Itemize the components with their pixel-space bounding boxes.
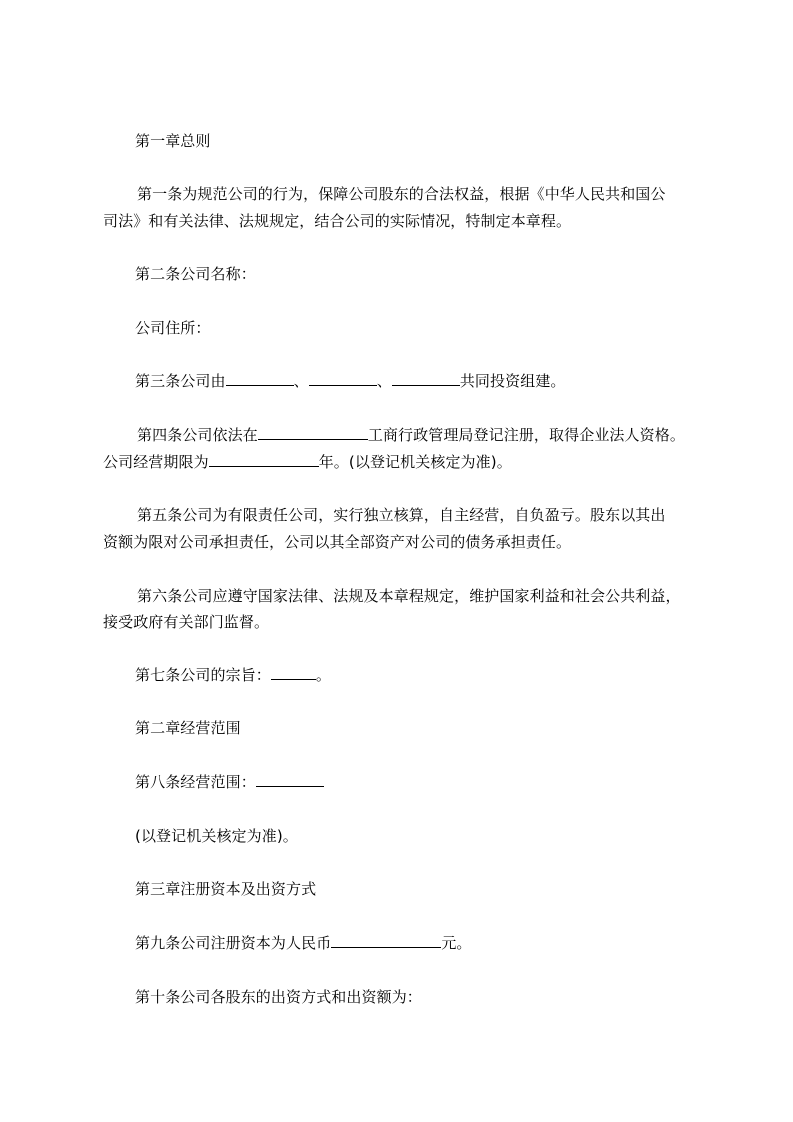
article-4-term-suffix: 年。(以登记机关核定为准)。: [318, 453, 512, 471]
article-1-text-1: 第一条为规范公司的行为，保障公司股东的合法权益，根据《中华人民共和国公: [137, 185, 666, 203]
article-5-line-2: [103, 532, 703, 552]
article-7: [103, 665, 735, 685]
article-4-line-2: [103, 452, 703, 472]
article-10-text: 第十条公司各股东的出资方式和出资额为：: [135, 988, 422, 1006]
article-2: [103, 264, 735, 284]
article-8: [103, 772, 735, 792]
chapter-1-text: 第一章总则: [135, 132, 211, 150]
chapter-2-heading: [103, 718, 735, 738]
article-3: [103, 371, 735, 391]
article-10: [103, 987, 735, 1007]
chapter-3-text: 第三章注册资本及出资方式: [135, 880, 317, 898]
article-1-text-2: 司法》和有关法律、法规规定，结合公司的实际情况，特制定本章程。: [103, 212, 572, 230]
article-6-line-2: [103, 612, 703, 632]
article-2-text: 第二条公司名称：: [135, 265, 256, 283]
blank-purpose: [271, 665, 316, 680]
article-4-line-1: [103, 425, 737, 445]
article-3-prefix: 第三条公司由: [135, 372, 226, 390]
article-8-note-text: (以登记机关核定为准)。: [135, 827, 298, 845]
blank-business-scope: [256, 772, 324, 787]
chapter-2-text: 第二章经营范围: [135, 719, 241, 737]
article-9-suffix: 元。: [441, 934, 472, 952]
article-6-text-1: 第六条公司应遵守国家法律、法规及本章程规定，维护国家利益和社会公共利益，: [137, 587, 681, 605]
chapter-3-heading: [103, 879, 735, 899]
article-4-prefix: 第四条公司依法在: [137, 426, 258, 444]
article-3-suffix: 共同投资组建。: [459, 372, 566, 390]
article-1-line-2: [103, 211, 703, 231]
blank-shareholder-1: [226, 371, 294, 386]
article-3-sep-1: 、: [293, 372, 309, 390]
article-5-text-1: 第五条公司为有限责任公司，实行独立核算，自主经营，自负盈亏。股东以其出: [137, 506, 666, 524]
article-5-text-2: 资额为限对公司承担责任，公司以其全部资产对公司的债务承担责任。: [103, 533, 572, 551]
blank-shareholder-3: [392, 371, 460, 386]
company-address-text: 公司住所：: [135, 319, 211, 337]
article-8-text: 第八条经营范围：: [135, 773, 256, 791]
article-5-line-1: [103, 505, 737, 525]
article-4-term-prefix: 公司经营期限为: [103, 453, 209, 471]
article-1-line-1: [103, 184, 737, 204]
blank-registration-authority: [258, 425, 368, 440]
blank-registered-capital: [331, 933, 441, 948]
company-address: [103, 318, 735, 338]
article-8-note: [103, 826, 735, 846]
blank-operating-term: [209, 452, 319, 467]
blank-shareholder-2: [309, 371, 377, 386]
article-3-sep-2: 、: [376, 372, 392, 390]
article-4-suffix: 工商行政管理局登记注册，取得企业法人资格。: [367, 426, 685, 444]
article-6-line-1: [103, 586, 737, 606]
article-9-prefix: 第九条公司注册资本为人民币: [135, 934, 332, 952]
article-9: [103, 933, 735, 953]
article-7-prefix: 第七条公司的宗旨：: [135, 666, 271, 684]
article-6-text-2: 接受政府有关部门监督。: [103, 613, 270, 631]
article-7-suffix: 。: [315, 666, 332, 684]
chapter-1-heading: [103, 131, 735, 151]
